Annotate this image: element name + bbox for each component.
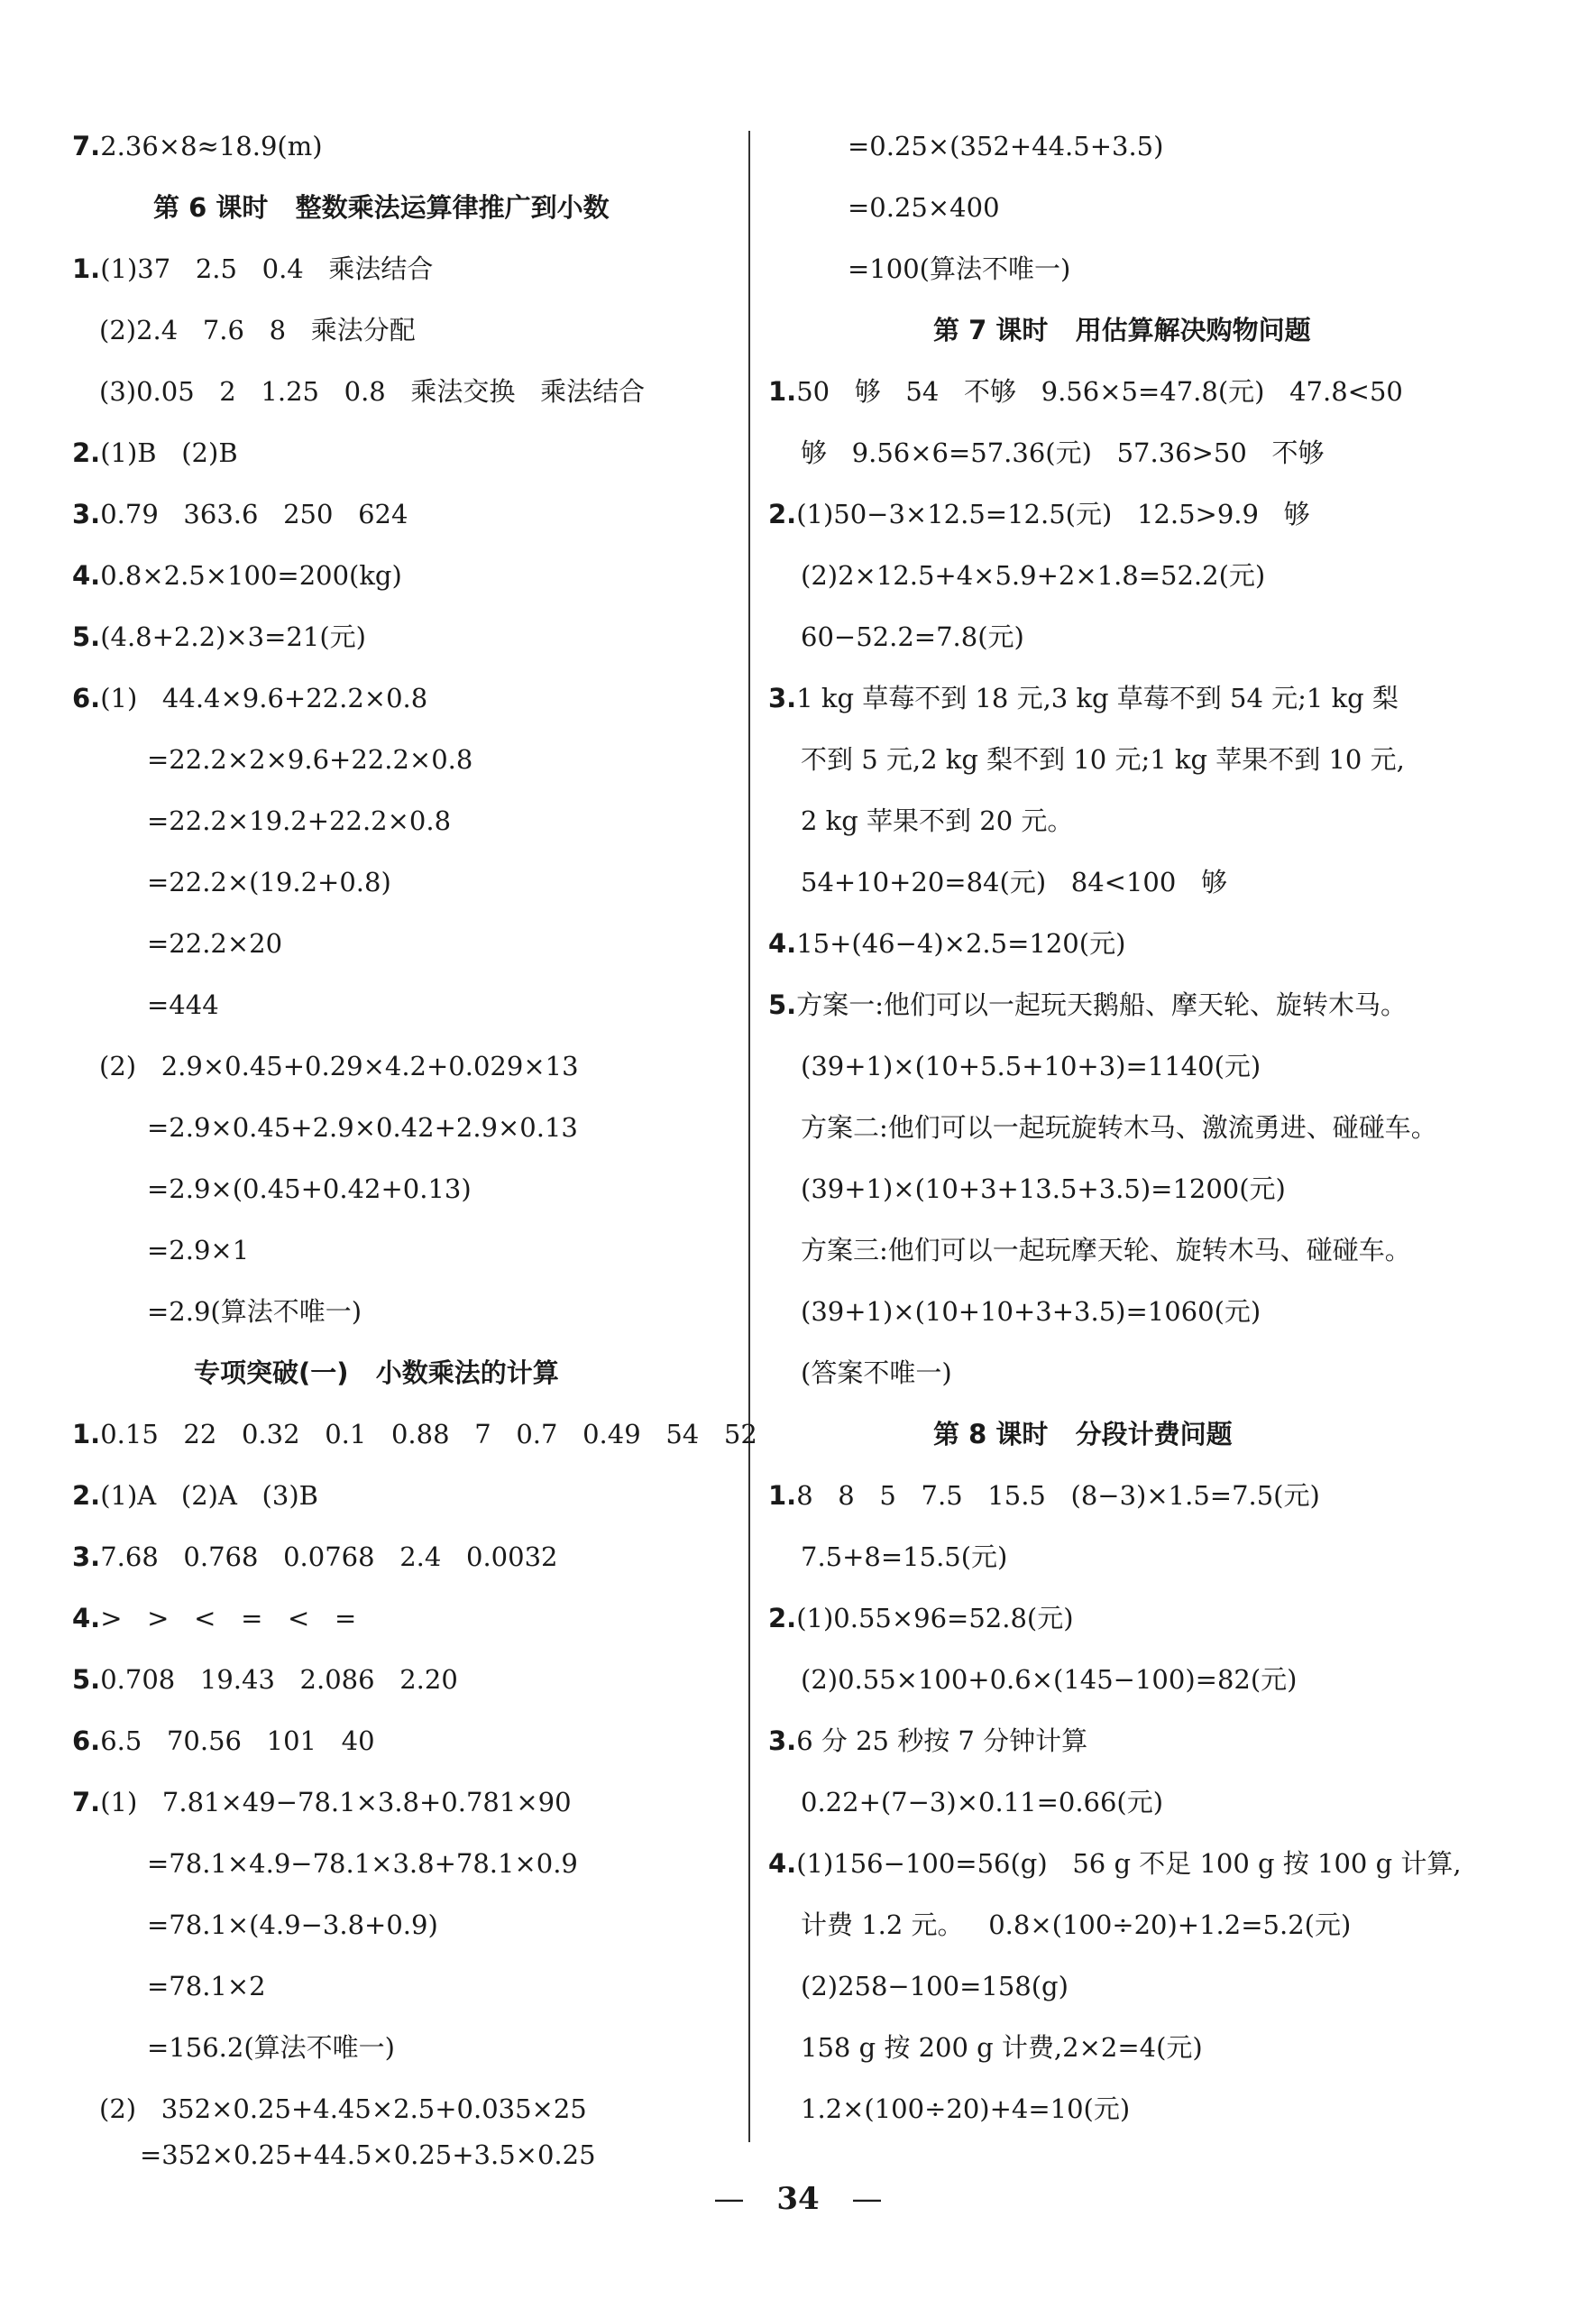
- calc-step: =156.2(算法不唯一): [147, 2032, 395, 2063]
- answer-line: [768, 1848, 1462, 1879]
- answer-line: [72, 560, 402, 591]
- answer-text: > > < = < =: [100, 1603, 357, 1633]
- answer-line: [72, 1419, 757, 1449]
- answer-text: 0.8×2.5×100=200(kg): [100, 560, 402, 591]
- section-heading-lesson-8: 第 8 课时 分段计费问题: [933, 1419, 1233, 1449]
- answer-line: 158 g 按 200 g 计费,2×2=4(元): [801, 2032, 1203, 2063]
- footer-dash-left: —: [713, 2181, 745, 2217]
- section-heading-lesson-7: 第 7 课时 用估算解决购物问题: [933, 315, 1311, 345]
- calc-step: =78.1×(4.9−3.8+0.9): [147, 1909, 438, 1940]
- column-divider: [748, 131, 750, 2142]
- footer-dash-right: —: [851, 2181, 883, 2217]
- answer-text: 0.79 363.6 250 624: [100, 499, 408, 529]
- item-number: 1.: [72, 1419, 101, 1449]
- item-number: 2.: [768, 1603, 797, 1633]
- calc-step: =0.25×(352+44.5+3.5): [848, 131, 1164, 161]
- answer-line: (2) 352×0.25+4.45×2.5+0.035×25: [99, 2093, 587, 2124]
- item-number: 6.: [72, 1725, 101, 1756]
- item-number: 1.: [72, 253, 101, 284]
- item-number: 3.: [768, 683, 797, 713]
- item-number: 5.: [72, 621, 101, 652]
- answer-text: (1)37 2.5 0.4 乘法结合: [100, 253, 434, 284]
- answer-text: 7.68 0.768 0.0768 2.4 0.0032: [100, 1541, 558, 1572]
- calc-step: =78.1×2: [147, 1971, 266, 2001]
- item-number: 5.: [768, 989, 797, 1020]
- answer-text: (1)A (2)A (3)B: [100, 1480, 318, 1511]
- item-number: 4.: [768, 1848, 797, 1879]
- calc-step: =22.2×2×9.6+22.2×0.8: [147, 744, 473, 775]
- answer-text: 6.5 70.56 101 40: [100, 1725, 375, 1756]
- answer-line: [768, 683, 1399, 713]
- item-number: 7.: [72, 131, 101, 161]
- calc-step: =2.9(算法不唯一): [147, 1296, 362, 1327]
- left-column: [0, 0, 757, 2300]
- calc-step: =2.9×1: [147, 1235, 250, 1265]
- answer-line: 7.5+8=15.5(元): [801, 1541, 1008, 1572]
- answer-text: 2.36×8≈18.9(m): [100, 131, 323, 161]
- answer-text: 方案一:他们可以一起玩天鹅船、摩天轮、旋转木马。: [796, 989, 1407, 1020]
- answer-line: [72, 1664, 458, 1695]
- answer-line: [768, 1480, 1320, 1511]
- calc-step: =444: [147, 989, 219, 1020]
- calc-step: =22.2×(19.2+0.8): [147, 867, 391, 897]
- answer-line: [768, 376, 1403, 407]
- answer-line: (39+1)×(10+5.5+10+3)=1140(元): [801, 1051, 1261, 1081]
- item-number: 3.: [72, 499, 101, 529]
- answer-line: [72, 1725, 375, 1756]
- calc-step: =100(算法不唯一): [848, 253, 1071, 284]
- calc-step: =2.9×0.45+2.9×0.42+2.9×0.13: [147, 1112, 578, 1143]
- item-number: 4.: [72, 1603, 101, 1633]
- answer-text: (1) 7.81×49−78.1×3.8+0.781×90: [100, 1787, 572, 1817]
- calc-step: =22.2×19.2+22.2×0.8: [147, 805, 452, 836]
- answer-line: [768, 928, 1125, 959]
- answer-line: (39+1)×(10+10+3+3.5)=1060(元): [801, 1296, 1261, 1327]
- item-number: 2.: [768, 499, 797, 529]
- answer-line: 方案二:他们可以一起玩旋转木马、激流勇进、碰碰车。: [801, 1112, 1437, 1143]
- answer-line: [72, 437, 238, 468]
- item-number: 7.: [72, 1787, 101, 1817]
- answer-text: 0.15 22 0.32 0.1 0.88 7 0.7 0.49 54 52: [100, 1419, 757, 1449]
- answer-line: (2)0.55×100+0.6×(145−100)=82(元): [801, 1664, 1298, 1695]
- calc-step: =0.25×400: [848, 192, 1000, 223]
- item-number: 1.: [768, 1480, 797, 1511]
- answer-line: 1.2×(100÷20)+4=10(元): [801, 2093, 1131, 2124]
- right-column: [757, 0, 1569, 2300]
- answer-line: 够 9.56×6=57.36(元) 57.36>50 不够: [801, 437, 1325, 468]
- answer-line: [72, 1541, 557, 1572]
- answer-line: [72, 621, 366, 652]
- answer-line: 0.22+(7−3)×0.11=0.66(元): [801, 1787, 1164, 1817]
- item-number: 3.: [768, 1725, 797, 1756]
- calc-step: =352×0.25+44.5×0.25+3.5×0.25: [140, 2139, 596, 2170]
- answer-text: 50 够 54 不够 9.56×5=47.8(元) 47.8<50: [796, 376, 1403, 407]
- item-number: 5.: [72, 1664, 101, 1695]
- answer-line: (3)0.05 2 1.25 0.8 乘法交换 乘法结合: [99, 376, 646, 407]
- answer-line: [72, 683, 427, 713]
- item-number: 4.: [768, 928, 797, 959]
- answer-line: [72, 1787, 572, 1817]
- answer-text: (1)156−100=56(g) 56 g 不足 100 g 按 100 g 计算,: [796, 1848, 1462, 1879]
- answer-text: 8 8 5 7.5 15.5 (8−3)×1.5=7.5(元): [796, 1480, 1320, 1511]
- item-number: 2.: [72, 1480, 101, 1511]
- answer-line: [72, 253, 433, 284]
- answer-text: (1) 44.4×9.6+22.2×0.8: [100, 683, 428, 713]
- answer-line: (2)2×12.5+4×5.9+2×1.8=52.2(元): [801, 560, 1266, 591]
- answer-line: 方案三:他们可以一起玩摩天轮、旋转木马、碰碰车。: [801, 1235, 1411, 1265]
- answer-text: (1)B (2)B: [100, 437, 238, 468]
- answer-line: 2 kg 苹果不到 20 元。: [801, 805, 1074, 836]
- answer-text: 15+(46−4)×2.5=120(元): [796, 928, 1126, 959]
- calc-step: =22.2×20: [147, 928, 283, 959]
- answer-line: (答案不唯一): [801, 1357, 952, 1388]
- answer-line: 计费 1.2 元。 0.8×(100÷20)+1.2=5.2(元): [801, 1909, 1352, 1940]
- answer-line: [72, 1480, 318, 1511]
- answer-line: (2)2.4 7.6 8 乘法分配: [99, 315, 416, 345]
- answer-text: 1 kg 草莓不到 18 元,3 kg 草莓不到 54 元;1 kg 梨: [796, 683, 1399, 713]
- answer-line: [72, 131, 323, 161]
- answer-text: (1)50−3×12.5=12.5(元) 12.5>9.9 够: [796, 499, 1310, 529]
- answer-line: [768, 989, 1407, 1020]
- item-number: 3.: [72, 1541, 101, 1572]
- calc-step: =2.9×(0.45+0.42+0.13): [147, 1173, 472, 1204]
- item-number: 6.: [72, 683, 101, 713]
- answer-text: 6 分 25 秒按 7 分钟计算: [796, 1725, 1088, 1756]
- answer-line: (39+1)×(10+3+13.5+3.5)=1200(元): [801, 1173, 1286, 1204]
- page-number: 34: [776, 2181, 820, 2217]
- answer-line: 60−52.2=7.8(元): [801, 621, 1024, 652]
- answer-text: 0.708 19.43 2.086 2.20: [100, 1664, 458, 1695]
- item-number: 4.: [72, 560, 101, 591]
- page-footer: [0, 2181, 1596, 2217]
- item-number: 2.: [72, 437, 101, 468]
- answer-line: (2) 2.9×0.45+0.29×4.2+0.029×13: [99, 1051, 579, 1081]
- answer-line: (2)258−100=158(g): [801, 1971, 1069, 2001]
- answer-line: 不到 5 元,2 kg 梨不到 10 元;1 kg 苹果不到 10 元,: [801, 744, 1405, 775]
- section-heading-lesson-6: 第 6 课时 整数乘法运算律推广到小数: [153, 192, 610, 223]
- calc-step: =78.1×4.9−78.1×3.8+78.1×0.9: [147, 1848, 578, 1879]
- section-heading-special-topic: 专项突破(一) 小数乘法的计算: [194, 1357, 559, 1388]
- answer-line: [768, 1603, 1074, 1633]
- answer-line: [768, 1725, 1087, 1756]
- answer-line: 54+10+20=84(元) 84<100 够: [801, 867, 1227, 897]
- answer-text: (4.8+2.2)×3=21(元): [100, 621, 366, 652]
- item-number: 1.: [768, 376, 797, 407]
- answer-line: [72, 1603, 356, 1633]
- answer-line: [72, 499, 408, 529]
- answer-line: [768, 499, 1310, 529]
- answer-text: (1)0.55×96=52.8(元): [796, 1603, 1074, 1633]
